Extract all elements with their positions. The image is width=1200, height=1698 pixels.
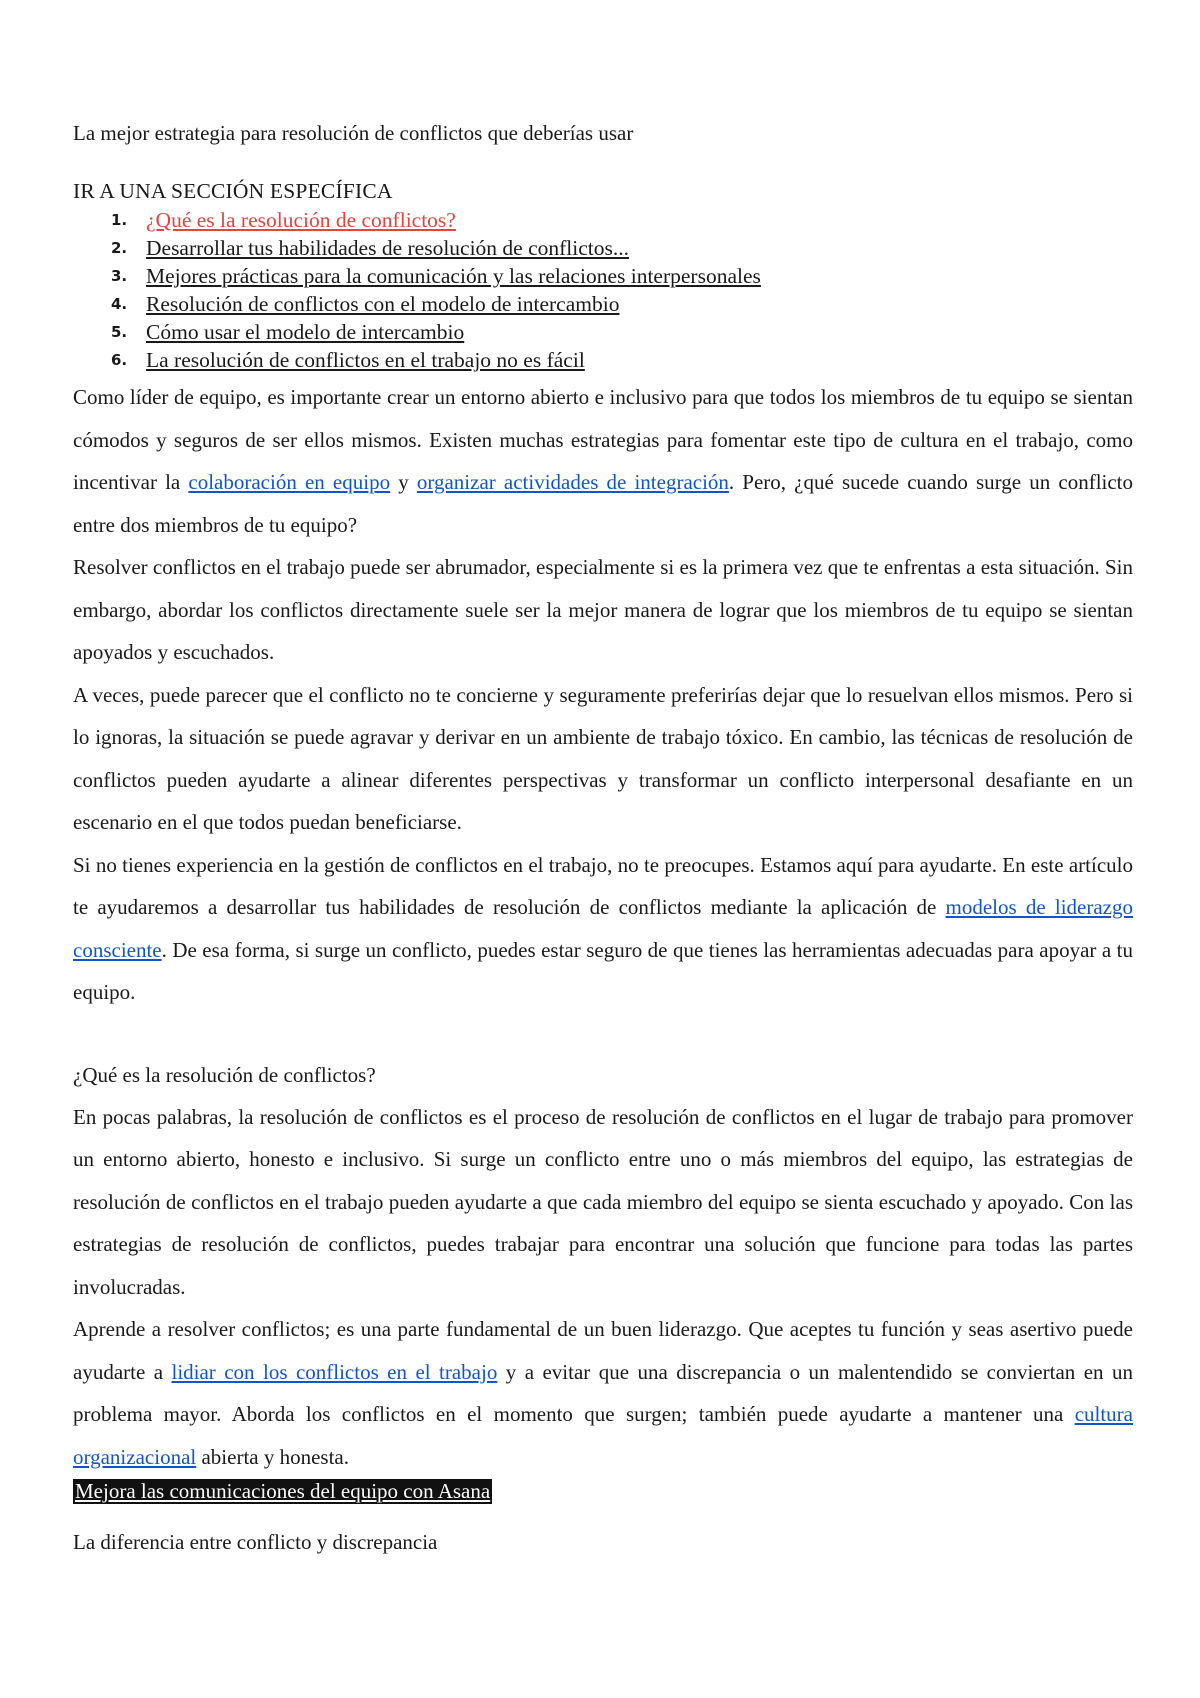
intro-paragraph-3: A veces, puede parecer que el conflicto no te concierne y seguramente preferirías dejar que lo resuelvan ellos mismos. Pero si lo ignoras, la situación se puede agravar y derivar en un ambiente de trabajo tóxico. En cambio, las técnicas de resolución de conflictos pueden ayudarte a alinear diferentes perspectivas y transformar un conflicto interpersonal desafiante en un escenario en el que todos puedan beneficiarse. — [73, 682, 1133, 834]
toc-item — [73, 346, 1133, 374]
toc-item-number: 6. — [111, 351, 128, 369]
section-heading-difference: La diferencia entre conflicto y discrepancia — [73, 1530, 438, 1554]
toc-item-number: 2. — [111, 239, 128, 257]
toc-item-number: 3. — [111, 267, 128, 285]
section1-paragraph-1: En pocas palabras, la resolución de conflictos es el proceso de resolución de conflictos en el lugar de trabajo para promover un entorno abierto, honesto e inclusivo. Si surge un conflicto entre uno o más miembros del equipo, las estrategias de resolución de conflictos en el trabajo pueden ayudarte a que cada miembro del equipo se sienta escuchado y apoyado. Con las estrategias de resolución de conflictos, puedes trabajar para encontrar una solución que funcione para todas las partes involucradas. — [73, 1104, 1133, 1299]
link-team-building-activities[interactable]: organizar actividades de integración — [416, 470, 729, 494]
paragraph-text: . De esa forma, si surge un conflicto, puedes estar seguro de que tienes las herramientas adecuadas para apoyar a tu equipo. — [73, 937, 1133, 1004]
intro-paragraph-2: Resolver conflictos en el trabajo puede ser abrumador, especialmente si es la primera vez que te enfrentas a esta situación. Sin embargo, abordar los conflictos directamente suele ser la mejor manera de lograr que los miembros de tu equipo se sientan apoyados y escuchados. — [73, 555, 1133, 664]
section-heading-what-is: ¿Qué es la resolución de conflictos? — [73, 1062, 376, 1087]
toc-link-exchange-model[interactable]: Resolución de conflictos con el modelo de intercambio — [146, 292, 620, 316]
paragraph-text: Aprende a resolver conflictos; es una parte fundamental de un buen liderazgo. Que aceptes tu función y seas asertivo puede ayudarte a — [73, 1317, 1133, 1384]
asana-cta-link[interactable]: Mejora las comunicaciones del equipo con Asana — [75, 1479, 491, 1503]
toc-link-not-easy[interactable]: La resolución de conflictos en el trabajo no es fácil — [146, 348, 585, 372]
paragraph-text: . Pero, ¿qué sucede cuando surge un conflicto entre dos miembros de tu equipo? — [73, 470, 1134, 537]
intro-paragraph-1 — [73, 376, 1133, 546]
document-content — [73, 118, 1133, 1558]
cta-container — [73, 1478, 1133, 1504]
intro-paragraph-4 — [73, 844, 1133, 1014]
toc-link-best-practices[interactable]: Mejores prácticas para la comunicación y las relaciones interpersonales — [146, 264, 761, 288]
section1-paragraph-2 — [73, 1308, 1133, 1478]
toc-item — [73, 206, 1133, 234]
toc-link-develop-skills[interactable]: Desarrollar tus habilidades de resolución de conflictos... — [146, 236, 630, 260]
paragraph-text: Como líder de equipo, es importante crear un entorno abierto e inclusivo para que todos los miembros de tu equipo se sientan cómodos y seguros de ser ellos mismos. Existen muchas estrategias para fomentar este tipo de cultura en el trabajo, como incentivar la — [73, 385, 1133, 494]
link-team-collaboration[interactable]: colaboración en equipo — [188, 470, 391, 494]
toc-item-number: 1. — [111, 211, 128, 229]
paragraph-text: abierta y honesta. — [196, 1444, 350, 1469]
toc-item-number: 4. — [111, 295, 128, 313]
toc-item — [73, 262, 1133, 290]
toc-item — [73, 290, 1133, 318]
toc-item — [73, 234, 1133, 262]
link-conscious-leadership[interactable]: modelos de liderazgo consciente — [73, 895, 1133, 962]
paragraph-text: y a evitar que una discrepancia o un malentendido se conviertan en un problema mayor. Aborda los conflictos en el momento que surgen; también puede ayudarte a mantener una — [73, 1359, 1133, 1426]
link-deal-with-conflicts[interactable]: lidiar con los conflictos en el trabajo — [171, 1359, 498, 1384]
link-organizational-culture[interactable]: cultura organizacional — [73, 1402, 1133, 1469]
toc-link-what-is-conflict-resolution[interactable]: ¿Qué es la resolución de conflictos? — [146, 208, 456, 232]
paragraph-text: y — [390, 470, 417, 494]
toc-heading: IR A UNA SECCIÓN ESPECÍFICA — [73, 179, 393, 203]
table-of-contents — [73, 206, 1133, 374]
toc-link-how-to-use-model[interactable]: Cómo usar el modelo de intercambio — [146, 320, 465, 344]
paragraph-text: Si no tienes experiencia en la gestión de conflictos en el trabajo, no te preocupes. Estamos aquí para ayudarte. En este artículo te ayudaremos a desarrollar tus habilidades de resolución de conflictos mediante la aplicación de — [73, 852, 1133, 919]
toc-item-number: 5. — [111, 323, 128, 341]
toc-item — [73, 318, 1133, 346]
article-title: La mejor estrategia para resolución de conflictos que deberías usar — [73, 121, 634, 145]
